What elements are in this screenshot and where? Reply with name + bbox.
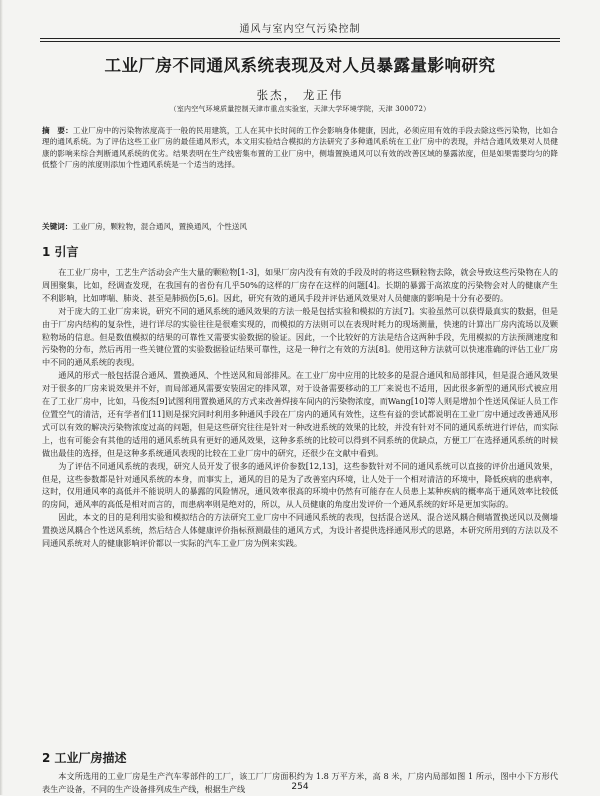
paragraph: 对于庞大的工业厂房来说，研究不同的通风系统的通风效果的方法一般是包括实验和模拟的方法[7]。实验虽然可以获得最真实的数据，但是由于厂房内结构的复杂性，进行详尽的实验往往是很难实现的，而模拟的方法则可以在表现时耗力的现场测量，快速的计算出厂房内流场以及颗粒物场的信息。但是数值模拟的结果的可靠性又需要实验数据的验证。因此，一个比较好的方法是结合这两种手段，先用模拟的方法预测速度和污染物的分布，然后再用一些关键位置的实验数据验证结果可靠性，这是一种行之有效的方法[8]。使用这种方法就可以快速准确的评估工业厂房中不同的通风系统的表现。 bbox=[42, 305, 558, 368]
abstract bbox=[42, 125, 558, 171]
paper-title: 工业厂房不同通风系统表现及对人员暴露量影响研究 bbox=[104, 56, 496, 75]
paragraph: 为了评估不同通风系统的表现，研究人员开发了很多的通风评价参数[12,13]，这些参数针对不同的通风系统可以直接的评价出通风效果，但是，这些参数都是针对通风系统的本身，而事实上，通风的目的是为了改善室内环境，让人处于一个相对清洁的环境中，降低疾病的患病率，这时，仅用通风率的高低并不能说明人的暴露的风险情况，通风效率很高的环境中仍然有可能存在人员患上某种疾病的概率高于通风效率比较低的房间，通风率的高低是相对而言的，而患病率则是绝对的，所以，从人员健康的角度出发评价一个通风系统的好坏是更加实际的。 bbox=[42, 460, 558, 510]
authors: 张杰， 龙正伟 bbox=[256, 88, 344, 102]
abstract-label: 摘 要： bbox=[42, 126, 73, 135]
paragraph: 因此，本文的目的是利用实验和模拟结合的方法研究工业厂房中不同通风系统的表现，包括混合送风、混合送风耦合侧墙置换送风以及侧墙置换送风耦合个性送风系统，然后结合人体健康评价指标预测最佳的通风方式，为设计者提供选择通风形式的思路，本研究所用到的方法以及不同通风系统对人的健康影响评价都以一实际的汽车工业厂房为例来实践。 bbox=[42, 512, 558, 549]
paragraph: 在工业厂房中，工艺生产活动会产生大量的颗粒物[1-3]，如果厂房内没有有效的手段及时的将这些颗粒物去除，就会导致这些污染物在人的周围聚集，比如，经调查发现，在我国有的省份有几乎50%的这样的厂房存在这样的问题[4]。长期的暴露于高浓度的污染物会对人的健康产生不利影响，比如哮喘、肺炎、甚至是肺损伤[5,6]。因此，研究有效的通风手段并评估通风效果对人员健康的影响是十分有必要的。 bbox=[42, 267, 558, 303]
keywords-text: 工业厂房，颗粒物，混合通风，置换通风，个性送风 bbox=[72, 222, 248, 231]
section-1-heading: 1 引言 bbox=[42, 245, 79, 259]
abstract-text: 工业厂房中的污染物浓度高于一般的民用建筑，工人在其中长时间的工作会影响身体健康，因此，必须应用有效的手段去除这些污染物，比如合理的通风系统。为了评估这些工业厂房的最佳通风形式，本文用实验结合模拟的方法研究了多种通风系统在工业厂房中的表现，并结合通风效果对人员健康的影响来综合判断通风系统的优劣。结果表明在生产线密集布置的工业厂房中，侧墙置换通风可以有效的改善区域的暴露浓度，但是如果需要均匀的降低整个厂房的浓度则添加个性通风系统是一个适当的选择。 bbox=[42, 126, 558, 170]
affiliation: （室内空气环境质量控制天津市重点实验室，天津大学环境学院，天津 300072） bbox=[169, 105, 431, 113]
section-2-heading: 2 工业厂房描述 bbox=[42, 751, 127, 765]
running-head: 通风与室内空气污染控制 bbox=[40, 20, 560, 39]
scan-edge-shadow bbox=[0, 0, 3, 795]
section-1-body bbox=[42, 266, 558, 550]
paragraph: 本文所选用的工业厂房是生产汽车零部件的工厂，该工厂厂房面积约为 1.8 万平方米，高 8 米，厂房内局部如图 1 所示，图中小下方形代表生产设备，不同的生产设备排列成生产线，根据生产线 bbox=[42, 771, 558, 794]
keywords-label: 关键词： bbox=[42, 222, 73, 231]
page-number: 254 bbox=[291, 782, 309, 792]
keywords bbox=[42, 221, 558, 232]
paragraph: 通风的形式一般包括混合通风、置换通风、个性送风和局部排风。在工业厂房中应用的比较多的是混合通风和局部排风，但是混合通风效果对于很多的厂房来说效果并不好，而局部通风需要安装固定的排风罩，对于设备需要移动的工厂来说也不适用，因此很多新型的通风形式被应用在了工业厂房中，比如，马俊杰[9]试图利用置换通风的方式来改善焊接车间内的污染物浓度，而Wang[10]等人则是增加个性送风保证人员工作位置空气的清洁，还有学者们[11]则是探究同时利用多种通风手段在厂房内的通风有效性，这些有益的尝试都说明在工业厂房中通过改善通风形式可以有效的解决污染物浓度过高的问题，但是这些研究往往是针对一种改进系统的效果的比较，并没有针对不同的通风系统进行评估，而实际上，也有可能会有其他的适用的通风系统具有更好的通风效果，这种多系统的比较可以得到不同系统的优缺点，方便工厂在选择通风系统的时候做出最佳的选择，但是这种多系统通风表现的比较在工业厂房中的研究，还很少在文献中看到。 bbox=[42, 370, 558, 458]
